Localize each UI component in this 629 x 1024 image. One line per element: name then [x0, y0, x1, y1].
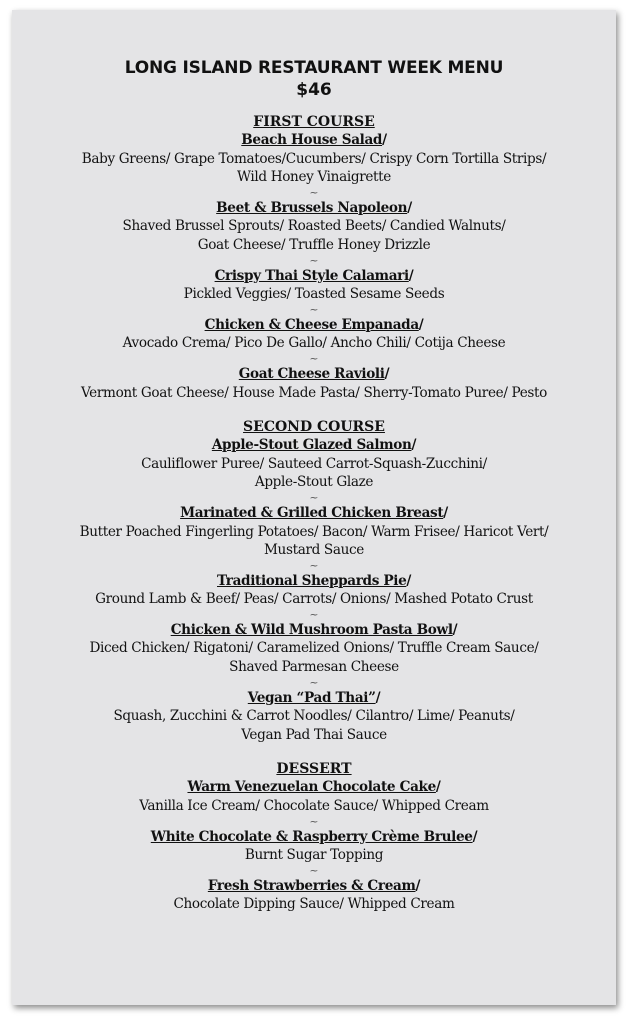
dish-name: Marinated & Grilled Chicken Breast — [180, 504, 444, 521]
tilde-separator: ~ — [309, 863, 319, 877]
dish-slash: / — [411, 437, 417, 454]
tilde-separator: ~ — [309, 253, 319, 267]
dish-title — [12, 365, 616, 384]
course-heading: DESSERT — [276, 761, 352, 778]
dish-slash: / — [408, 267, 414, 284]
dish-slash: / — [406, 572, 411, 589]
dish-name: Apple-Stout Glazed Salmon — [211, 437, 412, 454]
dish-title — [12, 267, 616, 286]
dish-name: White Chocolate & Raspberry Crème Brulee — [150, 828, 473, 845]
tilde-separator: ~ — [309, 814, 319, 828]
dish-slash: / — [418, 316, 424, 333]
dish-description: Wild Honey Vinaigrette — [237, 169, 391, 186]
dish-name: Vegan “Pad Thai” — [247, 689, 376, 706]
dish-title — [12, 572, 616, 591]
dish-description: Ground Lamb & Beef/ Peas/ Carrots/ Onions/ Mashed Potato Crust — [95, 591, 533, 608]
dish-description: Avocado Crema/ Pico De Gallo/ Ancho Chili/ Cotija Cheese — [122, 335, 506, 352]
tilde-separator: ~ — [309, 302, 319, 316]
dish-description: Vermont Goat Cheese/ House Made Pasta/ Sherry-Tomato Puree/ Pesto — [80, 384, 548, 401]
dish-slash: / — [407, 199, 412, 216]
dish-description: Apple-Stout Glaze — [254, 474, 374, 491]
dish-description: Vanilla Ice Cream/ Chocolate Sauce/ Whipped Cream — [139, 798, 489, 815]
dish-slash: / — [472, 828, 478, 845]
tilde-separator: ~ — [309, 675, 319, 689]
dish-description: Burnt Sugar Topping — [244, 847, 384, 864]
tilde-separator: ~ — [309, 558, 319, 572]
dish-name: Beach House Salad — [241, 132, 383, 148]
dish-name: Goat Cheese Ravioli — [238, 365, 385, 382]
dish-name: Chicken & Cheese Empanada — [204, 316, 419, 333]
dish-title — [12, 504, 616, 523]
dish-name: Chicken & Wild Mushroom Pasta Bowl — [170, 621, 453, 638]
menu-title: LONG ISLAND RESTAURANT WEEK MENU — [124, 58, 504, 78]
dish-slash: / — [375, 689, 381, 706]
dish-description: Shaved Brussel Sprouts/ Roasted Beets/ Candied Walnuts/ — [122, 218, 506, 235]
dish-description: Baby Greens/ Grape Tomatoes/Cucumbers/ Crispy Corn Tortilla Strips/ — [81, 150, 547, 167]
tilde-separator: ~ — [309, 490, 319, 504]
dish-description: Squash, Zucchini & Carrot Noodles/ Cilantro/ Lime/ Peanuts/ — [113, 708, 515, 725]
dish-name: Warm Venezuelan Chocolate Cake — [187, 779, 436, 796]
dish-description: Chocolate Dipping Sauce/ Whipped Cream — [173, 896, 455, 913]
dish-title — [12, 131, 616, 150]
tilde-separator: ~ — [309, 607, 319, 621]
menu-content — [12, 57, 616, 914]
dish-title — [12, 778, 616, 797]
dish-description: Shaved Parmesan Cheese — [229, 659, 399, 676]
course-heading: FIRST COURSE — [253, 114, 375, 130]
dish-title — [12, 436, 616, 455]
course-heading: SECOND COURSE — [243, 419, 385, 436]
dish-description: Butter Poached Fingerling Potatoes/ Bacon/ Warm Frisee/ Haricot Vert/ — [79, 523, 549, 540]
dish-title — [12, 199, 616, 218]
dish-title — [12, 828, 616, 847]
dish-slash: / — [415, 877, 421, 894]
dish-title — [12, 621, 616, 640]
dish-description: Diced Chicken/ Rigatoni/ Caramelized Onions/ Truffle Cream Sauce/ — [89, 640, 539, 657]
dish-slash: / — [452, 621, 458, 638]
dish-slash: / — [435, 779, 441, 796]
dish-name: Traditional Sheppards Pie — [217, 572, 407, 589]
dish-description: Pickled Veggies/ Toasted Sesame Seeds — [183, 286, 445, 303]
dish-title — [12, 316, 616, 335]
menu-price: $46 — [296, 80, 332, 100]
dish-title — [12, 877, 616, 896]
dish-name: Beet & Brussels Napoleon — [216, 199, 408, 216]
dish-name: Crispy Thai Style Calamari — [214, 267, 409, 284]
dish-description: Vegan Pad Thai Sauce — [241, 726, 387, 743]
dish-slash: / — [384, 365, 390, 382]
dish-description: Cauliflower Puree/ Sauteed Carrot-Squash-Zucchini/ — [141, 455, 487, 472]
dish-slash: / — [443, 504, 448, 521]
dish-description: Goat Cheese/ Truffle Honey Drizzle — [197, 236, 431, 253]
tilde-separator: ~ — [309, 351, 319, 365]
dish-description: Mustard Sauce — [263, 542, 365, 559]
dish-title — [12, 689, 616, 708]
menu-page — [12, 10, 616, 1005]
tilde-separator: ~ — [309, 185, 319, 199]
dish-name: Fresh Strawberries & Cream — [207, 877, 416, 894]
dish-slash: / — [382, 132, 387, 148]
